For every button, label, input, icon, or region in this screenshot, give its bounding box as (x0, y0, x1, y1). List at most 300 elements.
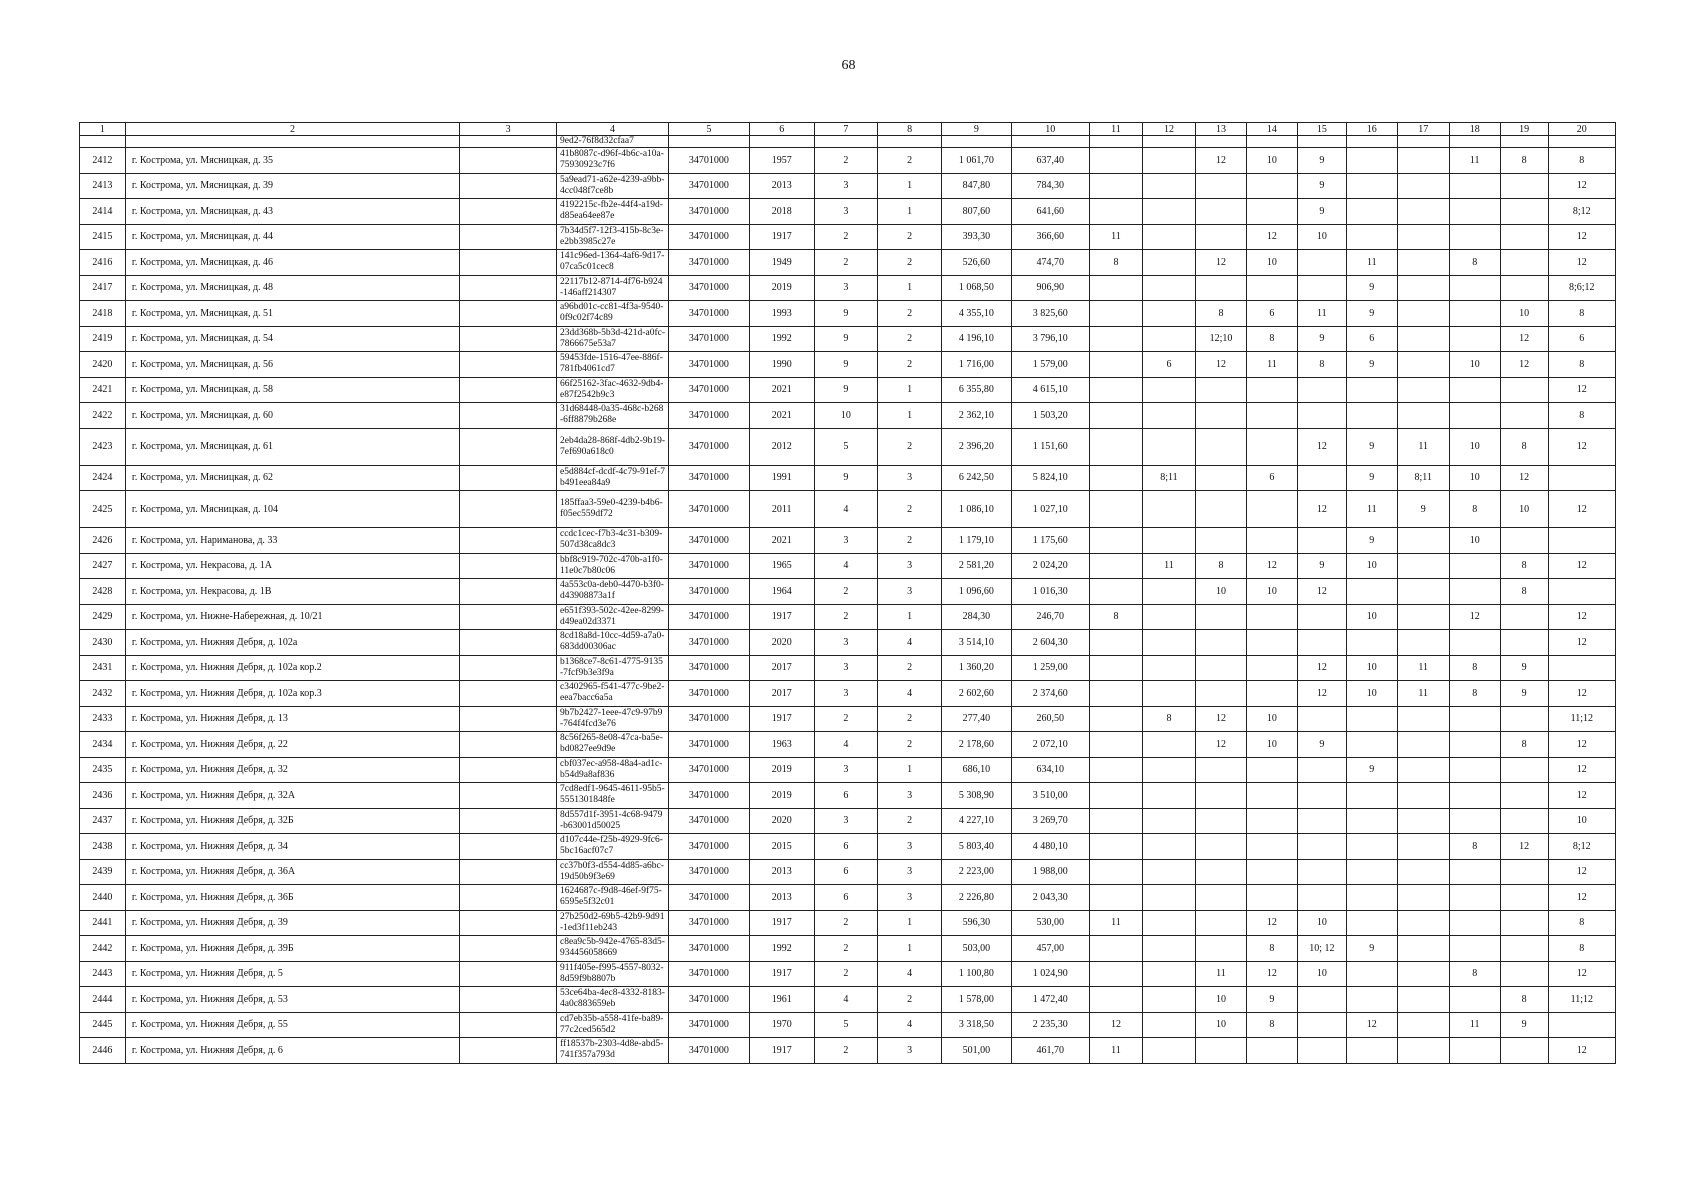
table-cell: 12 (1246, 224, 1297, 250)
table-cell (1397, 403, 1449, 429)
address-cell: г. Кострома, ул. Нижняя Дебря, д. 22 (125, 732, 459, 758)
table-cell: 1970 (749, 1012, 814, 1038)
guid-cell: 23dd368b-5b3d-421d-a0fc-7866675e53a7 (556, 326, 668, 352)
table-cell: 3 (814, 528, 877, 554)
address-cell: г. Кострома, ул. Нижняя Дебря, д. 34 (125, 834, 459, 860)
table-cell (1297, 630, 1346, 656)
table-row (80, 655, 1616, 681)
page-number: 68 (841, 58, 856, 73)
table-cell (1500, 224, 1548, 250)
table-cell: 10 (1246, 706, 1297, 732)
table-row (80, 1012, 1616, 1038)
table-cell: 11 (1449, 148, 1500, 174)
table-cell (669, 136, 750, 148)
table-cell: 9 (1297, 326, 1346, 352)
table-cell (1089, 275, 1142, 301)
table-cell (1500, 1038, 1548, 1064)
table-cell (1397, 528, 1449, 554)
table-cell: 12 (1548, 173, 1615, 199)
column-header-11: 11 (1089, 123, 1142, 136)
table-cell: 34701000 (669, 783, 750, 809)
table-cell (1449, 630, 1500, 656)
table-cell: 1917 (749, 910, 814, 936)
table-cell: 2 (814, 224, 877, 250)
table-cell: 12 (1548, 1038, 1615, 1064)
table-cell (460, 961, 557, 987)
column-header-6: 6 (749, 123, 814, 136)
table-cell: 2 (878, 352, 942, 378)
table-cell: 34701000 (669, 961, 750, 987)
table-cell (1089, 428, 1142, 465)
table-cell (1142, 808, 1195, 834)
table-cell (460, 224, 557, 250)
address-cell: г. Кострома, ул. Мясницкая, д. 62 (125, 465, 459, 491)
table-cell: 1990 (749, 352, 814, 378)
row-number-cell: 2417 (80, 275, 126, 301)
table-cell: 9 (1297, 732, 1346, 758)
table-cell (460, 553, 557, 579)
table-cell (1195, 1038, 1246, 1064)
table-cell: 34701000 (669, 199, 750, 225)
table-cell: 8 (1548, 936, 1615, 962)
table-cell: 11 (1297, 301, 1346, 327)
table-cell (1142, 377, 1195, 403)
table-cell: 11 (1089, 1038, 1142, 1064)
guid-cell: d107c44e-f25b-4929-9fc6-5bc16acf07c7 (556, 834, 668, 860)
table-cell: 2 (878, 224, 942, 250)
table-cell (1089, 352, 1142, 378)
address-cell: г. Кострома, ул. Нижняя Дебря, д. 39Б (125, 936, 459, 962)
table-cell (1089, 173, 1142, 199)
table-cell: 10 (1449, 428, 1500, 465)
table-cell: 9 (1297, 173, 1346, 199)
table-cell (1449, 326, 1500, 352)
row-number-cell: 2432 (80, 681, 126, 707)
table-cell (1246, 403, 1297, 429)
table-cell (460, 199, 557, 225)
table-cell: 12 (1297, 655, 1346, 681)
table-cell: 1917 (749, 706, 814, 732)
table-cell (1142, 1038, 1195, 1064)
table-cell (1500, 630, 1548, 656)
table-cell (1397, 706, 1449, 732)
table-cell (1346, 1038, 1397, 1064)
table-cell: 1 (878, 199, 942, 225)
table-cell: 1 (878, 757, 942, 783)
table-cell: 34701000 (669, 987, 750, 1013)
table-cell: 8 (1449, 655, 1500, 681)
table-cell (1548, 655, 1615, 681)
table-cell (1500, 250, 1548, 276)
table-cell (1548, 528, 1615, 554)
table-row (80, 757, 1616, 783)
table-cell: 1993 (749, 301, 814, 327)
table-cell (1195, 885, 1246, 911)
table-cell (1195, 403, 1246, 429)
table-cell (1449, 136, 1500, 148)
table-cell: 8 (1548, 910, 1615, 936)
guid-cell: 141c96ed-1364-4af6-9d17-07ca5c01cec8 (556, 250, 668, 276)
table-cell (1397, 1012, 1449, 1038)
row-number-cell: 2434 (80, 732, 126, 758)
table-cell (1195, 528, 1246, 554)
row-number-cell: 2414 (80, 199, 126, 225)
address-cell: г. Кострома, ул. Нижне-Набережная, д. 10/21 (125, 604, 459, 630)
table-cell (1297, 377, 1346, 403)
table-cell: 2 (814, 1038, 877, 1064)
table-cell (1142, 732, 1195, 758)
table-cell (1195, 910, 1246, 936)
table-cell: 246,70 (1011, 604, 1089, 630)
guid-cell: cd7eb35b-a558-41fe-ba89-77c2ced565d2 (556, 1012, 668, 1038)
table-cell: 1991 (749, 465, 814, 491)
table-cell (1142, 301, 1195, 327)
table-cell: 11 (1346, 491, 1397, 528)
table-row (80, 885, 1616, 911)
table-row (80, 783, 1616, 809)
table-cell: 2 (878, 148, 942, 174)
table-cell (1195, 783, 1246, 809)
table-cell: 10 (1346, 655, 1397, 681)
table-cell: 1917 (749, 604, 814, 630)
table-cell (1297, 987, 1346, 1013)
table-cell (1246, 808, 1297, 834)
table-cell (1449, 301, 1500, 327)
table-cell (1397, 553, 1449, 579)
table-cell: 34701000 (669, 604, 750, 630)
table-cell: 12 (1548, 732, 1615, 758)
address-cell: г. Кострома, ул. Нижняя Дебря, д. 32Б (125, 808, 459, 834)
table-cell: 11;12 (1548, 706, 1615, 732)
table-cell (1500, 783, 1548, 809)
address-cell: г. Кострома, ул. Нижняя Дебря, д. 102а кор.3 (125, 681, 459, 707)
row-number-cell: 2415 (80, 224, 126, 250)
table-cell (1195, 859, 1246, 885)
table-cell: 6 (1346, 326, 1397, 352)
table-cell (1500, 936, 1548, 962)
table-cell: 1 096,60 (942, 579, 1011, 605)
table-cell (1297, 528, 1346, 554)
table-cell: 3 796,10 (1011, 326, 1089, 352)
table-cell (1142, 136, 1195, 148)
table-cell (1548, 579, 1615, 605)
table-cell (1449, 732, 1500, 758)
table-cell: 2021 (749, 528, 814, 554)
table-cell: 6 (1246, 301, 1297, 327)
table-cell: 6 (814, 859, 877, 885)
table-cell (1195, 199, 1246, 225)
table-cell: 2 178,60 (942, 732, 1011, 758)
table-cell (1449, 199, 1500, 225)
table-cell (1246, 783, 1297, 809)
table-cell: 3 825,60 (1011, 301, 1089, 327)
table-cell: 8 (1500, 553, 1548, 579)
table-cell: 34701000 (669, 1038, 750, 1064)
table-cell (1089, 859, 1142, 885)
table-row (80, 352, 1616, 378)
address-cell: г. Кострома, ул. Нижняя Дебря, д. 36А (125, 859, 459, 885)
table-cell: 8;11 (1142, 465, 1195, 491)
table-cell: 1 175,60 (1011, 528, 1089, 554)
table-cell: 284,30 (942, 604, 1011, 630)
table-cell: 9 (1346, 465, 1397, 491)
table-cell (1449, 885, 1500, 911)
table-cell: 12 (1548, 428, 1615, 465)
guid-cell: 2eb4da28-868f-4db2-9b19-7ef690a618c0 (556, 428, 668, 465)
table-cell (1397, 224, 1449, 250)
table-cell: 2018 (749, 199, 814, 225)
table-cell: 8 (1500, 148, 1548, 174)
table-cell: 11 (1397, 681, 1449, 707)
table-cell: 34701000 (669, 352, 750, 378)
table-cell: 34701000 (669, 808, 750, 834)
table-cell (1346, 579, 1397, 605)
table-cell: 5 803,40 (942, 834, 1011, 860)
table-cell: 8 (1449, 834, 1500, 860)
table-cell: 9 (1246, 987, 1297, 1013)
column-header-9: 9 (942, 123, 1011, 136)
table-cell: 2 (814, 579, 877, 605)
table-cell: 9 (1346, 528, 1397, 554)
table-cell (460, 757, 557, 783)
table-cell (1397, 936, 1449, 962)
table-cell (1246, 377, 1297, 403)
table-cell: 4 (878, 681, 942, 707)
table-cell: 2 (878, 491, 942, 528)
table-cell: 3 (814, 681, 877, 707)
table-cell: 3 (878, 834, 942, 860)
table-cell (1500, 885, 1548, 911)
table-cell: 3 (814, 630, 877, 656)
row-number-cell: 2443 (80, 961, 126, 987)
table-cell: 12 (1548, 491, 1615, 528)
table-cell (1500, 706, 1548, 732)
guid-cell: 185ffaa3-59e0-4239-b4b6-f05ec559df72 (556, 491, 668, 528)
table-cell (1142, 655, 1195, 681)
table-cell: 3 (878, 465, 942, 491)
table-cell: 10 (1246, 148, 1297, 174)
row-number-cell: 2416 (80, 250, 126, 276)
table-cell (1195, 834, 1246, 860)
table-cell (1142, 834, 1195, 860)
address-cell: г. Кострома, ул. Нижняя Дебря, д. 6 (125, 1038, 459, 1064)
table-cell: 8 (1548, 301, 1615, 327)
table-cell: 2 043,30 (1011, 885, 1089, 911)
table-cell: 1 179,10 (942, 528, 1011, 554)
table-cell (1195, 681, 1246, 707)
table-cell: 12 (1449, 604, 1500, 630)
table-row (80, 403, 1616, 429)
table-cell: 11;12 (1548, 987, 1615, 1013)
table-cell: 34701000 (669, 757, 750, 783)
table-cell: 10 (1449, 352, 1500, 378)
address-cell: г. Кострома, ул. Некрасова, д. 1А (125, 553, 459, 579)
table-cell: 34701000 (669, 732, 750, 758)
table-cell: 2 604,30 (1011, 630, 1089, 656)
table-cell: 5 308,90 (942, 783, 1011, 809)
row-number-cell: 2435 (80, 757, 126, 783)
table-cell: 34701000 (669, 1012, 750, 1038)
table-cell (460, 491, 557, 528)
table-cell (1246, 173, 1297, 199)
address-cell: г. Кострома, ул. Некрасова, д. 1В (125, 579, 459, 605)
table-cell: 12 (1297, 579, 1346, 605)
table-cell (1089, 630, 1142, 656)
table-row (80, 732, 1616, 758)
table-cell: 34701000 (669, 491, 750, 528)
table-cell: 1 086,10 (942, 491, 1011, 528)
table-cell: 2 (814, 961, 877, 987)
table-cell: 2 (878, 250, 942, 276)
table-cell (878, 136, 942, 148)
guid-cell: 27b250d2-69b5-42b9-9d91-1ed3f11eb243 (556, 910, 668, 936)
table-cell (1142, 148, 1195, 174)
table-cell (1297, 757, 1346, 783)
guid-cell: bbf8c919-702c-470b-a1f0-11e0c7b80c06 (556, 553, 668, 579)
address-cell: г. Кострома, ул. Мясницкая, д. 35 (125, 148, 459, 174)
table-cell (460, 275, 557, 301)
table-cell (1142, 630, 1195, 656)
address-cell: г. Кострома, ул. Мясницкая, д. 48 (125, 275, 459, 301)
table-cell (1142, 681, 1195, 707)
table-cell (1397, 859, 1449, 885)
table-cell (1142, 961, 1195, 987)
row-number-cell: 2426 (80, 528, 126, 554)
table-cell: 1 503,20 (1011, 403, 1089, 429)
table-cell: 8 (1500, 579, 1548, 605)
table-cell: 457,00 (1011, 936, 1089, 962)
row-number-cell: 2433 (80, 706, 126, 732)
table-cell: 3 (814, 199, 877, 225)
guid-cell: c8ea9c5b-942e-4765-83d5-934456058669 (556, 936, 668, 962)
guid-cell: b1368ce7-8c61-4775-9135-7fcf9b3e3f9a (556, 655, 668, 681)
table-cell: 2 (878, 528, 942, 554)
table-cell (1142, 491, 1195, 528)
table-cell (1397, 377, 1449, 403)
row-number-cell: 2424 (80, 465, 126, 491)
table-cell: 2019 (749, 757, 814, 783)
table-cell (1297, 885, 1346, 911)
table-cell: 1 (878, 275, 942, 301)
table-cell (1397, 783, 1449, 809)
table-cell: 3 269,70 (1011, 808, 1089, 834)
table-cell: 8 (1548, 352, 1615, 378)
address-cell: г. Кострома, ул. Мясницкая, д. 58 (125, 377, 459, 403)
table-cell (1449, 910, 1500, 936)
table-cell: 1917 (749, 1038, 814, 1064)
row-number-cell: 2429 (80, 604, 126, 630)
table-cell (1297, 783, 1346, 809)
table-cell: 6 (1548, 326, 1615, 352)
table-cell (1346, 961, 1397, 987)
table-cell (1500, 173, 1548, 199)
table-cell: 4 227,10 (942, 808, 1011, 834)
address-cell: г. Кострома, ул. Мясницкая, д. 44 (125, 224, 459, 250)
column-header-20: 20 (1548, 123, 1615, 136)
column-header-7: 7 (814, 123, 877, 136)
table-cell (1246, 655, 1297, 681)
address-cell: г. Кострома, ул. Мясницкая, д. 60 (125, 403, 459, 429)
table-cell (1142, 859, 1195, 885)
table-cell (460, 783, 557, 809)
table-cell: 2015 (749, 834, 814, 860)
table-cell: 11 (1246, 352, 1297, 378)
table-row (80, 604, 1616, 630)
table-row (80, 834, 1616, 860)
table-cell: 3 (814, 808, 877, 834)
table-cell (1397, 732, 1449, 758)
table-cell: 1 (878, 173, 942, 199)
table-cell (1346, 403, 1397, 429)
table-cell: 637,40 (1011, 148, 1089, 174)
row-number-cell: 2418 (80, 301, 126, 327)
table-cell: 1949 (749, 250, 814, 276)
table-row (80, 224, 1616, 250)
table-cell: 2012 (749, 428, 814, 465)
table-cell (1500, 757, 1548, 783)
table-cell: 34701000 (669, 173, 750, 199)
table-cell: 9 (1346, 275, 1397, 301)
table-cell: 12 (1548, 783, 1615, 809)
table-cell: 784,30 (1011, 173, 1089, 199)
address-cell: г. Кострома, ул. Мясницкая, д. 46 (125, 250, 459, 276)
table-cell: 9 (1346, 352, 1397, 378)
table-cell: 12 (1500, 352, 1548, 378)
guid-cell: 59453fde-1516-47ee-886f-781fb4061cd7 (556, 352, 668, 378)
table-cell: 8;12 (1548, 199, 1615, 225)
table-cell: 1 360,20 (942, 655, 1011, 681)
table-cell: 12 (1500, 326, 1548, 352)
table-cell: 1 (878, 604, 942, 630)
table-cell (1142, 173, 1195, 199)
table-cell: 9 (814, 301, 877, 327)
table-cell: 12 (1195, 250, 1246, 276)
guid-cell: 66f25162-3fac-4632-9db4-e87f2542b9c3 (556, 377, 668, 403)
table-cell: 2 602,60 (942, 681, 1011, 707)
table-cell: 8 (1246, 326, 1297, 352)
table-row (80, 491, 1616, 528)
table-cell (1297, 1038, 1346, 1064)
table-cell: 2 (878, 655, 942, 681)
row-number-cell: 2442 (80, 936, 126, 962)
table-cell: 34701000 (669, 528, 750, 554)
table-cell (1346, 706, 1397, 732)
table-cell (1346, 224, 1397, 250)
table-cell: 10 (1297, 224, 1346, 250)
table-cell (1346, 377, 1397, 403)
table-cell: 3 (814, 173, 877, 199)
table-cell: 5 824,10 (1011, 465, 1089, 491)
table-cell (1195, 136, 1246, 148)
table-cell (1142, 326, 1195, 352)
table-cell (460, 1038, 557, 1064)
table-cell (460, 681, 557, 707)
table-cell (1449, 783, 1500, 809)
table-cell (1397, 250, 1449, 276)
table-cell (1246, 604, 1297, 630)
table-cell (1195, 630, 1246, 656)
table-cell (1089, 681, 1142, 707)
guid-cell: e651f393-502c-42ee-8299-d49ea02d3371 (556, 604, 668, 630)
guid-cell: 31d68448-0a35-468c-b268-6ff8879b268e (556, 403, 668, 429)
table-cell: 1 (878, 936, 942, 962)
guid-cell: 911f405e-f995-4557-8032-8d59f9b8807b (556, 961, 668, 987)
table-cell (1246, 528, 1297, 554)
buildings-table (79, 122, 1616, 1064)
table-cell: 12 (1297, 681, 1346, 707)
table-cell: 2 (878, 808, 942, 834)
table-cell: 5 (814, 1012, 877, 1038)
